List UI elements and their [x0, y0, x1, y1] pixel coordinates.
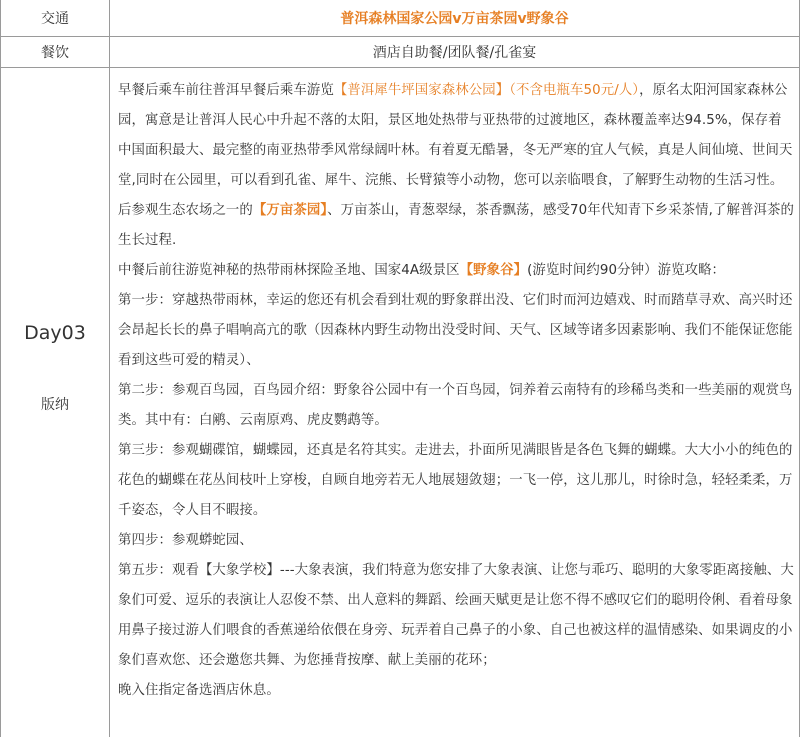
paragraph-step-5: 第五步：观看【大象学校】---大象表演，我们特意为您安排了大象表演、让您与乖巧、聪明的大象零距离接触、大象们可爱、逗乐的表演让人忍俊不禁、出人意料的舞蹈、绘画天赋更是让您不得不感叹它们的聪明伶俐、看着母象用鼻子接过游人们喂食的香蕉递给依偎在身旁、玩弄着自己鼻子的小象、自己也被这样的温情感染、如果调皮的小象们喜欢您、还会邀您共舞、为您捶背按摩、献上美丽的花环；: [118, 563, 794, 668]
transport-row: [1, 0, 799, 37]
meals-label: 餐饮: [1, 37, 110, 67]
paragraph-step-3: 第三步：参观蝴碟馆，蝴蝶园，还真是名符其实。走进去，扑面所见满眼皆是各色飞舞的蝴蝶。大大小小的纯色的花色的蝴蝶在花丛间枝叶上穿梭，自顾自地旁若无人地展翅敛翅；一飞一停，这儿那儿，时徐时急，轻轻柔柔，万千姿态，令人目不暇接。: [118, 443, 793, 518]
highlight-wild-elephant-valley: 【野象谷】: [459, 263, 528, 278]
text-segment: 、万亩茶山，青葱翠绿，茶香飘荡，感受70年代知青下乡采茶情,了解普洱茶的生长过程.: [118, 203, 794, 248]
transport-label: 交通: [1, 0, 110, 36]
text-segment: ，原名太阳河国家森林公园，寓意是让普洱人民心中升起不落的太阳，景区地处热带与亚热带的过渡地区，森林覆盖率达94.5%，保存着中国面积最大、最完整的南亚热带季风常绿阔叶林。有着夏无酷暑，冬无严寒的宜人气候，真是人间仙境、世间天堂,同时在公园里，可以看到孔雀、犀牛、浣熊、长臂猿等小动物，您可以亲临喂食，了解野生动物的生活习性。后参观生态农场之一的: [118, 83, 793, 218]
highlight-forest-park: 【普洱犀牛坪国家森林公园】（不含电瓶车50元/人）: [333, 83, 640, 98]
day-row: [1, 68, 799, 737]
paragraph-hotel: 晚入住指定备选酒店休息。: [118, 683, 280, 698]
highlight-tea-garden: 【万亩茶园】: [252, 203, 328, 218]
day-label: Day03: [24, 322, 86, 344]
paragraph-step-1: 第一步：穿越热带雨林，幸运的您还有机会看到壮观的野象群出没、它们时而河边嬉戏、时而踏草寻欢、高兴时还会昂起长长的鼻子唱响高亢的歌（因森林内野生动物出没受时间、天气、区域等诸多因素影响、我们不能保证您能看到这些可爱的精灵）、: [118, 293, 793, 368]
paragraph-wild-elephant-valley: [118, 256, 795, 286]
text-segment: (游览时间约90分钟）游览攻略：: [527, 263, 726, 278]
text-segment: 早餐后乘车前往普洱早餐后乘车游览: [118, 83, 334, 98]
paragraph-step-2: 第二步：参观百鸟园，百鸟园介绍：野象谷公园中有一个百鸟园，饲养着云南特有的珍稀鸟类和一些美丽的观赏鸟类。其中有：白鹇、云南原鸡、虎皮鹦鹉等。: [118, 383, 793, 428]
transport-value: 普洱森林国家公园v万亩茶园v野象谷: [340, 11, 569, 27]
city-label: 版纳: [41, 397, 69, 413]
text-segment: 中餐后前往游览神秘的热带雨林探险圣地、国家4A级景区: [118, 263, 460, 278]
meals-value: 酒店自助餐/团队餐/孔雀宴: [372, 45, 537, 61]
day-column: [1, 68, 110, 737]
paragraph-step-4: 第四步：参观蟒蛇园、: [118, 533, 253, 548]
meals-row: [1, 37, 799, 68]
day-description: [110, 68, 799, 737]
paragraph-forest-park: [118, 76, 795, 256]
